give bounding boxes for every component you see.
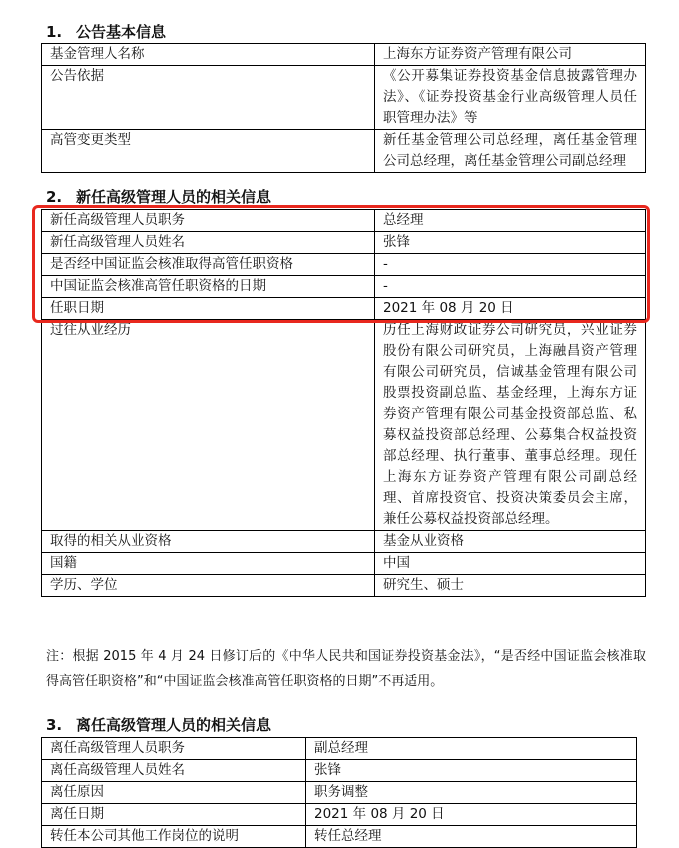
row-value — [375, 320, 646, 531]
value-line: 券资产管理有限公司基金投资部总监、私 — [383, 406, 637, 422]
value-line: 职务调整 — [314, 784, 368, 800]
value-line: 上海东方证券资产管理有限公司 — [383, 46, 572, 62]
value-line: 理、首席投资官、投资决策委员会主席， — [383, 490, 637, 506]
value-line: 部总经理、执行董事、董事总经理。现任 — [383, 448, 637, 464]
value-line: 《公开募集证券投资基金信息披露管理办 — [383, 68, 637, 84]
table-row — [42, 782, 637, 804]
table-row — [42, 804, 637, 826]
value-line: 2021 年 08 月 20 日 — [383, 300, 514, 316]
basic-info-table — [41, 43, 646, 173]
table-row — [42, 575, 646, 597]
value-line: 副总经理 — [314, 740, 368, 756]
row-label: 基金管理人名称 — [42, 44, 375, 66]
section2-heading: 2. 新任高级管理人员的相关信息 — [46, 188, 272, 206]
value-line: 兼任公募权益投资部总经理。 — [383, 511, 559, 527]
row-value — [375, 531, 646, 553]
row-value — [375, 553, 646, 575]
value-line: 上海东方证券资产管理有限公司副总经 — [383, 469, 637, 485]
value-line: 转任总经理 — [314, 828, 382, 844]
row-label: 新任高级管理人员姓名 — [42, 232, 375, 254]
value-line: 基金从业资格 — [383, 533, 464, 549]
table-row — [42, 531, 646, 553]
value-line: 张锋 — [383, 234, 410, 250]
row-label: 过往从业经历 — [42, 320, 375, 531]
note-text: 注：根据 2015 年 4 月 24 日修订后的《中华人民共和国证券投资基金法》，“是否经中国证监会核准取得高管任职资格”和“中国证监会核准高管任职资格的日期”不再适用。 — [46, 649, 646, 689]
red-highlight-box — [32, 205, 650, 323]
table-row — [42, 66, 646, 130]
value-line: 法》、《证券投资基金行业高级管理人员任 — [383, 89, 637, 105]
table-row — [42, 44, 646, 66]
value-line: 募权益投资部总经理、公募集合权益投资 — [383, 427, 637, 443]
row-label: 中国证监会核准高管任职资格的日期 — [42, 276, 375, 298]
value-line: 新任基金管理公司总经理，离任基金管理 — [383, 132, 637, 148]
row-value — [306, 738, 637, 760]
value-line: 有限公司研究员，信诚基金管理有限公司 — [383, 364, 637, 380]
value-line: 历任上海财政证券公司研究员，兴业证券 — [383, 322, 637, 338]
row-label: 学历、学位 — [42, 575, 375, 597]
row-label: 取得的相关从业资格 — [42, 531, 375, 553]
row-label: 离任高级管理人员职务 — [42, 738, 306, 760]
row-value — [306, 804, 637, 826]
row-value — [375, 44, 646, 66]
row-value — [306, 782, 637, 804]
value-line: 2021 年 08 月 20 日 — [314, 806, 445, 822]
table-row — [42, 826, 637, 848]
table-row — [42, 553, 646, 575]
table-row — [42, 130, 646, 173]
row-label: 公告依据 — [42, 66, 375, 130]
row-value — [306, 826, 637, 848]
row-label: 离任日期 — [42, 804, 306, 826]
value-line: - — [383, 256, 388, 272]
value-line: 职管理办法》等 — [383, 110, 478, 126]
row-value — [375, 130, 646, 173]
row-label: 离任原因 — [42, 782, 306, 804]
departing-executive-table — [41, 737, 637, 848]
value-line: 公司总经理，离任基金管理公司副总经理 — [383, 153, 626, 169]
table-row — [42, 760, 637, 782]
row-label: 任职日期 — [42, 298, 375, 320]
section3-heading: 3. 离任高级管理人员的相关信息 — [46, 716, 272, 734]
row-label: 是否经中国证监会核准取得高管任职资格 — [42, 254, 375, 276]
row-label: 高管变更类型 — [42, 130, 375, 173]
section1-heading: 1. 公告基本信息 — [46, 23, 167, 41]
value-line: 股份有限公司研究员，上海融昌资产管理 — [383, 343, 637, 359]
value-line: 中国 — [383, 555, 410, 571]
value-line: 张锋 — [314, 762, 341, 778]
row-label: 新任高级管理人员职务 — [42, 210, 375, 232]
row-value — [306, 760, 637, 782]
value-line: 股票投资副总监、基金经理，上海东方证 — [383, 385, 637, 401]
value-line: 研究生、硕士 — [383, 577, 464, 593]
row-label: 转任本公司其他工作岗位的说明 — [42, 826, 306, 848]
row-label: 离任高级管理人员姓名 — [42, 760, 306, 782]
value-line: - — [383, 278, 388, 294]
table-row — [42, 738, 637, 760]
table-row — [42, 320, 646, 531]
row-label: 国籍 — [42, 553, 375, 575]
row-value — [375, 66, 646, 130]
value-line: 总经理 — [383, 212, 424, 228]
row-value — [375, 575, 646, 597]
